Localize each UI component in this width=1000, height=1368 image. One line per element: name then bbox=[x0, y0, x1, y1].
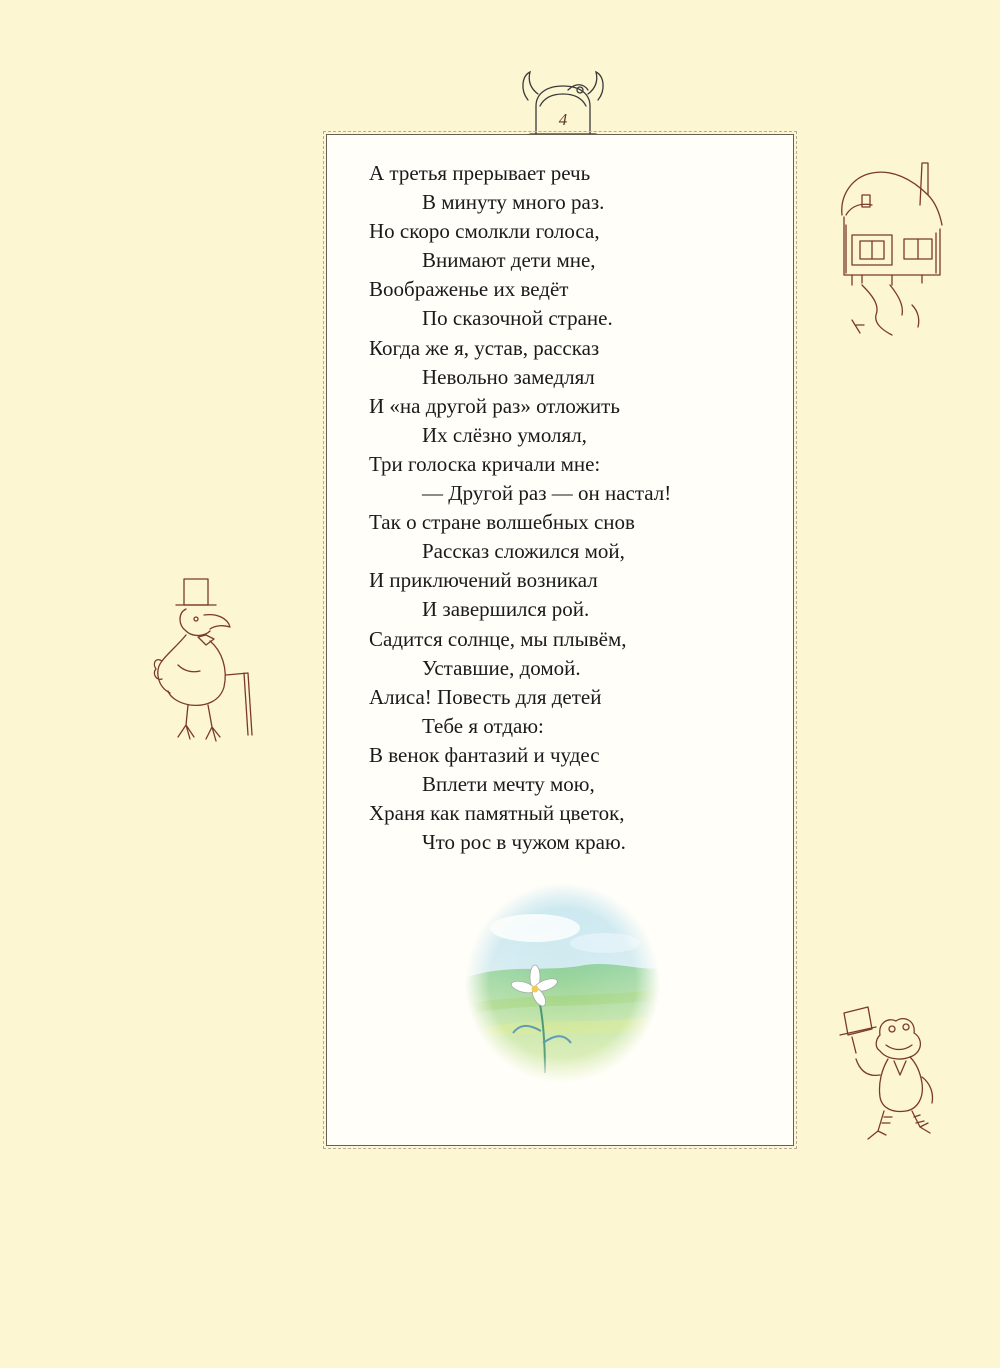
poem-line: Садится солнце, мы плывём, bbox=[369, 626, 627, 651]
poem-line: Рассказ сложился мой, bbox=[422, 539, 625, 564]
poem-line: Но скоро смолкли голоса, bbox=[369, 219, 600, 244]
frog-sketch bbox=[838, 1005, 943, 1147]
house-icon bbox=[832, 155, 950, 340]
poem bbox=[369, 159, 769, 857]
page-number: 4 bbox=[558, 110, 568, 129]
poem-line: По сказочной стране. bbox=[422, 306, 613, 331]
poem-line: Воображенье их ведёт bbox=[369, 277, 569, 302]
flower-meadow-illustration bbox=[465, 883, 660, 1083]
dodo-sketch bbox=[148, 575, 264, 750]
poem-line: В венок фантазий и чудес bbox=[369, 742, 600, 767]
poem-line: Когда же я, устав, рассказ bbox=[369, 335, 600, 360]
poem-line: А третья прерывает речь bbox=[369, 161, 591, 185]
poem-line: Что рос в чужом краю. bbox=[422, 830, 626, 855]
poem-line: Вплети мечту мою, bbox=[422, 771, 595, 796]
poem-line: Уставшие, домой. bbox=[422, 655, 581, 680]
poem-panel bbox=[326, 134, 794, 1146]
page-number-emblem bbox=[518, 70, 608, 136]
poem-line: Храня как памятный цветок, bbox=[369, 801, 625, 826]
poem-line: Внимают дети мне, bbox=[422, 248, 596, 273]
poem-line: Так о стране волшебных снов bbox=[369, 510, 635, 535]
poem-line: В минуту много раз. bbox=[422, 190, 605, 215]
poem-line: И завершился рой. bbox=[422, 597, 590, 622]
frog-footman-icon bbox=[838, 1005, 943, 1147]
poem-line: И приключений возникал bbox=[369, 568, 598, 593]
poem-line: Их слёзно умолял, bbox=[422, 422, 587, 447]
poem-line: Три голоска кричали мне: bbox=[369, 451, 601, 476]
dodo-bird-icon bbox=[148, 575, 264, 750]
poem-line: И «на другой раз» отложить bbox=[369, 393, 620, 418]
house-sketch bbox=[832, 155, 950, 340]
poem-line: — Другой раз — он настал! bbox=[422, 481, 672, 506]
poem-line: Тебе я отдаю: bbox=[422, 713, 544, 738]
poem-line: Невольно замедлял bbox=[422, 364, 595, 389]
poem-line: Алиса! Повесть для детей bbox=[369, 684, 602, 709]
